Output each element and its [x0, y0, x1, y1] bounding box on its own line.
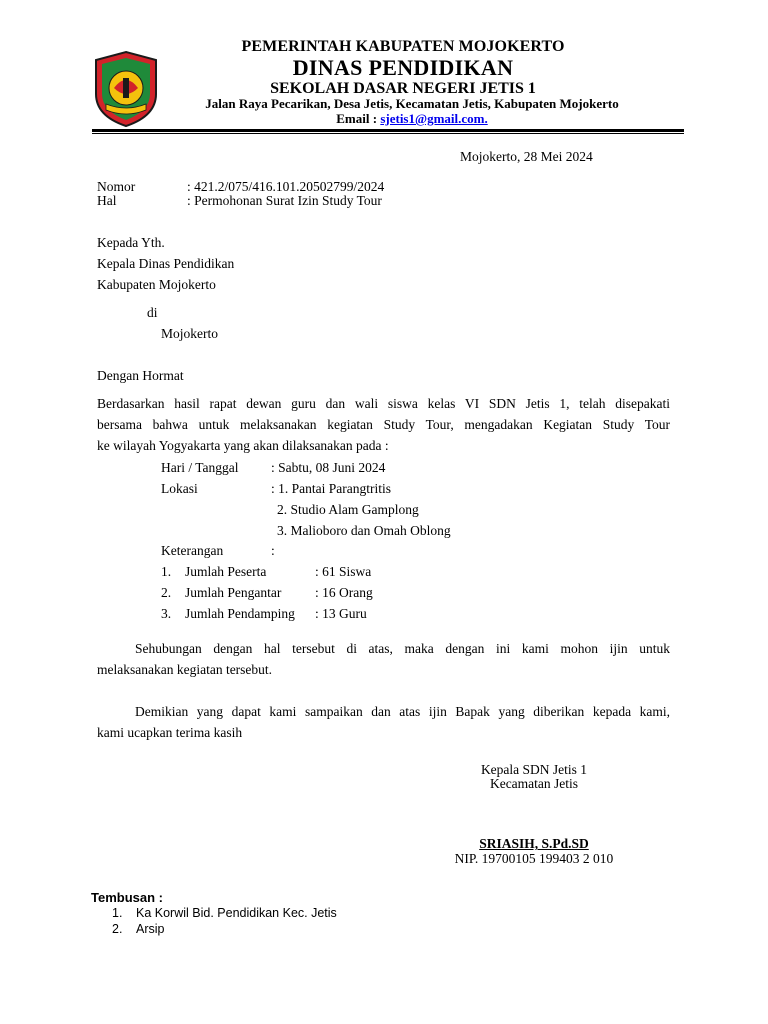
signature-title: Kepala SDN Jetis 1	[480, 762, 588, 777]
tembusan-number: 1.	[112, 906, 123, 920]
lokasi-item: : 1. Pantai Parangtritis	[271, 481, 391, 496]
body-intro-line: bersama bahwa untuk melaksanakan kegiatan Study Tour, mengadakan Kegiatan Study Tour	[97, 417, 670, 432]
body-intro-paragraph	[97, 393, 670, 456]
lokasi-item: 3. Malioboro dan Omah Oblong	[277, 523, 451, 538]
body-intro-line: ke wilayah Yogyakarta yang akan dilaksanakan pada :	[97, 438, 389, 453]
recipient-title: Kepala Dinas Pendidikan	[97, 256, 235, 271]
letter-date: Mojokerto, 28 Mei 2024	[460, 149, 593, 164]
body-request-paragraph	[97, 638, 670, 680]
letterhead-divider-thick	[92, 129, 684, 132]
nomor-label: Nomor	[97, 179, 136, 194]
tembusan-heading: Tembusan :	[91, 890, 163, 905]
signature-subtitle: Kecamatan Jetis	[489, 776, 579, 791]
body-intro-line: Berdasarkan hasil rapat dewan guru dan wali siswa kelas VI SDN Jetis 1, telah disepakati	[97, 396, 670, 411]
hari-label: Hari / Tanggal	[161, 460, 239, 475]
body-request-line: Sehubungan dengan hal tersebut di atas, maka dengan ini kami mohon ijin untuk	[135, 641, 670, 656]
greeting: Dengan Hormat	[97, 368, 184, 383]
count-value: : 13 Guru	[315, 606, 367, 621]
letterhead-agency: DINAS PENDIDIKAN	[292, 55, 514, 80]
body-closing-line: kami ucapkan terima kasih	[97, 725, 243, 740]
hal-label: Hal	[97, 193, 117, 208]
tembusan-item: Ka Korwil Bid. Pendidikan Kec. Jetis	[136, 906, 337, 920]
letterhead-email-line	[168, 111, 656, 127]
keterangan-colon: :	[271, 543, 275, 558]
body-request-line: melaksanakan kegiatan tersebut.	[97, 662, 273, 677]
recipient-regency: Kabupaten Mojokerto	[97, 277, 216, 292]
recipient-di: di	[147, 305, 158, 320]
count-number: 2.	[161, 585, 172, 600]
email-suffix: .	[484, 111, 488, 126]
count-number: 3.	[161, 606, 172, 621]
count-label: Jumlah Peserta	[185, 564, 267, 579]
letterhead-address: Jalan Raya Pecarikan, Desa Jetis, Kecamatan Jetis, Kabupaten Mojokerto	[205, 96, 619, 111]
nomor-value: : 421.2/075/416.101.20502799/2024	[187, 179, 385, 194]
tembusan-number: 2.	[112, 922, 123, 936]
letterhead-divider-thin	[92, 133, 684, 134]
email-link[interactable]: sjetis1@gmail.com	[380, 111, 485, 126]
lokasi-item: 2. Studio Alam Gamplong	[277, 502, 419, 517]
count-value: : 16 Orang	[315, 585, 373, 600]
email-label: Email :	[336, 111, 381, 126]
hari-value: : Sabtu, 08 Juni 2024	[271, 460, 386, 475]
recipient-city: Mojokerto	[161, 326, 218, 341]
body-closing-paragraph	[97, 701, 670, 743]
keterangan-label: Keterangan	[161, 543, 224, 558]
regency-emblem-icon	[92, 50, 160, 128]
letterhead-school: SEKOLAH DASAR NEGERI JETIS 1	[270, 80, 536, 97]
signature-nip: NIP. 19700105 199403 2 010	[454, 851, 614, 866]
lokasi-label: Lokasi	[161, 481, 198, 496]
hal-value: : Permohonan Surat Izin Study Tour	[187, 193, 382, 208]
count-value: : 61 Siswa	[315, 564, 372, 579]
signature-name: SRIASIH, S.Pd.SD	[479, 836, 589, 851]
recipient-salutation: Kepada Yth.	[97, 235, 165, 250]
count-number: 1.	[161, 564, 172, 579]
tembusan-item: Arsip	[136, 922, 165, 936]
count-label: Jumlah Pendamping	[185, 606, 295, 621]
count-label: Jumlah Pengantar	[185, 585, 282, 600]
body-closing-line: Demikian yang dapat kami sampaikan dan atas ijin Bapak yang diberikan kepada kami,	[135, 704, 670, 719]
letterhead-government: PEMERINTAH KABUPATEN MOJOKERTO	[241, 38, 565, 55]
